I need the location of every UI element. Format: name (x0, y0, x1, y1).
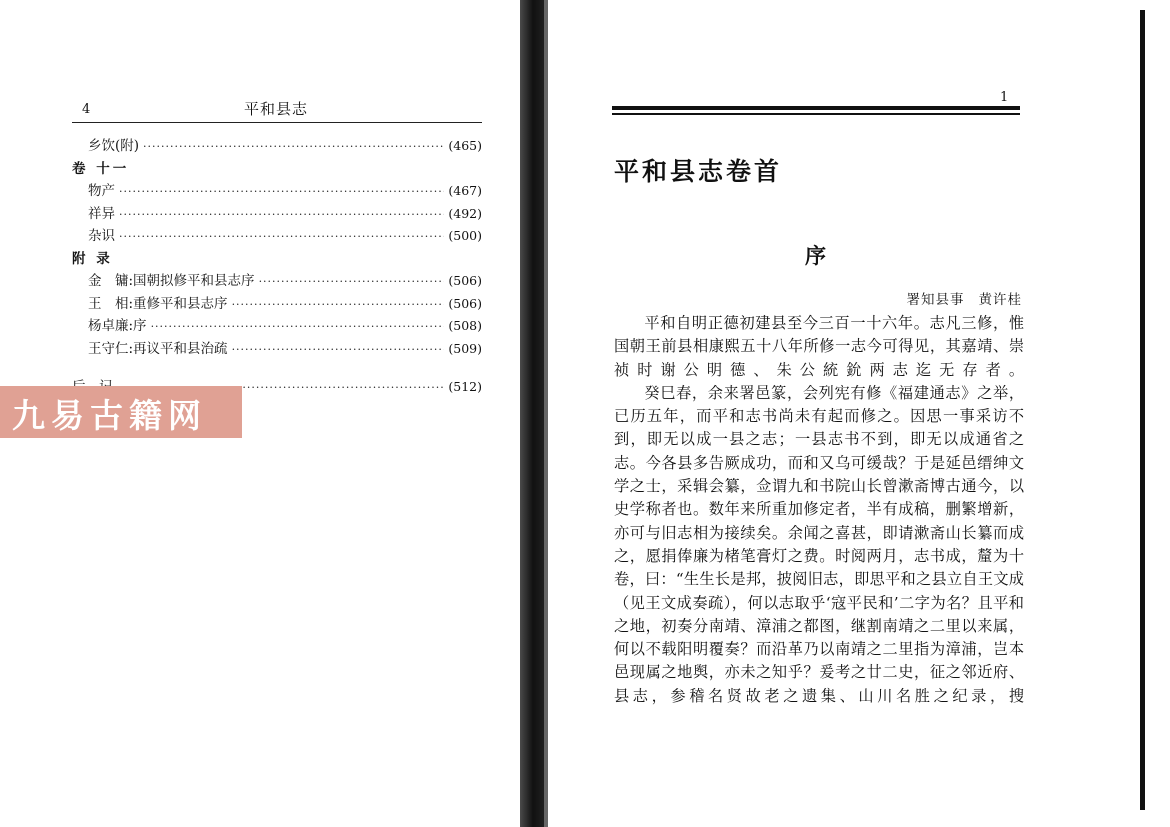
toc-entry (72, 337, 482, 360)
toc-entry-page: (508) (448, 318, 482, 333)
toc-entry-title: 王守仁:再议平和县治疏 (88, 340, 228, 357)
table-of-contents (72, 134, 482, 398)
toc-section-label: 附 录 (72, 250, 113, 267)
toc-entry-page: (512) (448, 379, 482, 394)
toc-entry-title: 祥异 (88, 205, 115, 222)
toc-entry (72, 269, 482, 292)
spine-edge (544, 0, 548, 827)
toc-entry-title: 金 镛:国朝拟修平和县志序 (88, 273, 255, 289)
chapter-title: 平和县志卷首 (614, 157, 783, 186)
author-name: 黄许桂 (978, 292, 1022, 308)
toc-entry-page: (465) (448, 138, 482, 153)
header-rule-thin (612, 113, 1020, 115)
author-line (907, 288, 1023, 308)
toc-entry-page: (492) (448, 205, 482, 221)
toc-gap (72, 359, 482, 375)
toc-leader-dots (259, 275, 445, 288)
toc-leader-dots (232, 298, 445, 311)
book-spine (520, 0, 546, 827)
toc-entry (72, 202, 482, 225)
right-page-number: 1 (1000, 90, 1009, 105)
header-rule-thick (612, 106, 1020, 110)
toc-entry (72, 134, 482, 157)
toc-leader-dots (232, 343, 445, 356)
watermark (0, 386, 242, 438)
toc-entry (72, 292, 482, 315)
body-text (614, 312, 1024, 708)
left-running-title: 平和县志 (244, 100, 309, 118)
toc-entry-page: (467) (448, 183, 482, 198)
body-paragraph: 平和自明正德初建县至今三百一十六年。志凡三修，惟国朝王前县相康熙五十八年所修一志今可得见，其嘉靖、崇祯时谢公明德、朱公統鈗两志迄无存者。 (614, 314, 1024, 379)
toc-section-label: 卷 十一 (72, 160, 130, 177)
toc-leader-dots (119, 208, 444, 221)
toc-entry-title: 乡饮(附) (88, 138, 140, 154)
watermark-text: 九易古籍网 (12, 396, 207, 435)
toc-entry (72, 224, 482, 247)
left-page-number: 4 (82, 102, 91, 117)
toc-entry-title: 杂识 (88, 228, 115, 244)
author-role: 署知县事 (906, 292, 965, 308)
toc-section-heading (72, 157, 482, 180)
toc-entry (72, 314, 482, 337)
toc-entry (72, 179, 482, 202)
toc-entry-title: 王 相:重修平和县志序 (88, 295, 228, 312)
toc-entry-page: (509) (448, 340, 482, 356)
toc-entry-title: 杨卓廉:序 (88, 318, 147, 334)
toc-leader-dots (119, 185, 444, 198)
toc-entry-page: (500) (448, 228, 482, 243)
left-page-header (72, 96, 482, 123)
toc-entry-page: (506) (448, 273, 482, 288)
toc-entry-title: 物产 (88, 183, 115, 199)
body-paragraph: 癸巳春，余来署邑篆，会列宪有修《福建通志》之举，已历五年，而平和志书尚未有起而修之。因思一事采访不到，即无以成一县之志；一县志书不到，即无以成通省之志。今各县多告厥成功，而和又乌可缓哉？于是延邑缙绅文学之士，采辑会纂，佥谓九和书院山长曾漱斋博古通今，以史学称者也。数年来所重加修定者，半有成稿，删繁增新，亦可与旧志相为接续矣。余闻之喜甚，即请漱斋山长纂而成之，愿捐俸廉为楮笔膏灯之费。时阅两月，志书成，釐为十卷，曰：“生生长是邦，披阅旧志，即思平和之县立自王文成（见王文成奏疏），何以志取乎‘寇平民和’二字为名？且平和之地，初奏分南靖、漳浦之都图，继割南靖之二里以来属，何以不载阳明覆奏？而沿革乃以南靖之二里指为漳浦，岂本邑现属之地舆，亦未之知乎？爰考之廿二史，征之邻近府、县志，参稽名贤故老之遗集、山川名胜之纪录，搜 (614, 383, 1024, 705)
toc-entry-page: (506) (448, 295, 482, 311)
page-edge (1140, 10, 1145, 810)
section-title: 序 (805, 243, 826, 268)
toc-leader-dots (151, 320, 445, 333)
toc-section-heading (72, 247, 482, 270)
toc-leader-dots (119, 230, 444, 243)
toc-leader-dots (143, 140, 444, 153)
